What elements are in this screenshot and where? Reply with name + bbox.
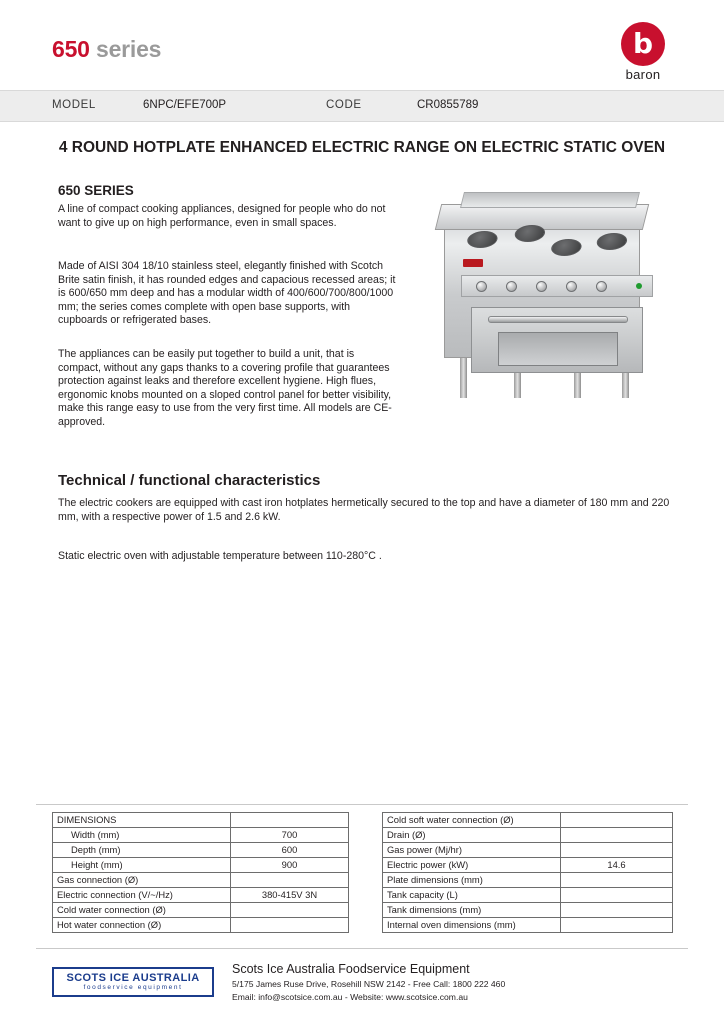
spec-value <box>561 828 673 843</box>
table-row <box>53 888 349 903</box>
specifications-table-left <box>52 812 349 933</box>
spec-value <box>561 843 673 858</box>
spec-value <box>561 903 673 918</box>
spec-label: Drain (Ø) <box>383 828 561 843</box>
spec-value <box>561 873 673 888</box>
model-code-bar <box>0 90 724 122</box>
spec-value: 14.6 <box>561 858 673 873</box>
spec-value: 900 <box>231 858 349 873</box>
table-row <box>383 858 673 873</box>
spec-label: Width (mm) <box>53 828 231 843</box>
product-oven-handle <box>488 316 628 323</box>
baron-logo-wordmark: baron <box>625 67 661 82</box>
scots-ice-logo-line2: foodservice equipment <box>83 984 183 991</box>
table-row <box>383 828 673 843</box>
table-row <box>383 873 673 888</box>
spec-value <box>231 918 349 933</box>
page-title-word: series <box>89 36 162 62</box>
table-row <box>383 903 673 918</box>
baron-logo <box>606 22 680 80</box>
series-heading: 650 SERIES <box>58 183 134 198</box>
product-control-panel <box>461 275 653 297</box>
product-oven-window <box>498 332 618 366</box>
table-row <box>53 858 349 873</box>
spec-label: Height (mm) <box>53 858 231 873</box>
control-knob-icon <box>566 281 577 292</box>
spec-value <box>561 888 673 903</box>
divider-above-footer <box>36 948 688 949</box>
model-label: MODEL <box>52 99 96 111</box>
code-label: CODE <box>326 99 362 111</box>
spec-value: 700 <box>231 828 349 843</box>
page-header <box>0 0 724 88</box>
product-title: 4 ROUND HOTPLATE ENHANCED ELECTRIC RANGE ON ELECTRIC STATIC OVEN <box>58 139 666 156</box>
product-leg <box>460 354 467 398</box>
table-row <box>53 918 349 933</box>
spec-value <box>231 903 349 918</box>
model-value: 6NPC/EFE700P <box>143 99 227 111</box>
spec-label: Plate dimensions (mm) <box>383 873 561 888</box>
product-splashback <box>460 192 640 208</box>
technical-paragraph-1: The electric cookers are equipped with cast iron hotplates hermetically secured to the top and have a diameter of 180 mm and 220 mm, with a respective power of 1.5 and 2.6 kW. <box>58 497 670 523</box>
spec-value <box>231 873 349 888</box>
page-title <box>52 36 161 63</box>
baron-logo-mark <box>621 22 665 66</box>
scots-ice-logo-line1: SCOTS ICE AUSTRALIA <box>66 972 200 984</box>
spec-label: Depth (mm) <box>53 843 231 858</box>
table-row <box>53 828 349 843</box>
table-row <box>53 873 349 888</box>
footer-contact: Email: info@scotsice.com.au - Website: www.scotsice.com.au <box>232 992 468 1002</box>
spec-label: Cold water connection (Ø) <box>53 903 231 918</box>
product-oven-door <box>471 307 643 373</box>
spec-value: 380-415V 3N <box>231 888 349 903</box>
footer-company-name: Scots Ice Australia Foodservice Equipment <box>232 962 470 976</box>
baron-logo-letter: b <box>632 27 654 60</box>
specifications-table-right <box>382 812 673 933</box>
spec-value <box>561 918 673 933</box>
table-row <box>53 843 349 858</box>
technical-paragraph-2: Static electric oven with adjustable temperature between 110-280°C . <box>58 550 382 562</box>
spec-label: Gas connection (Ø) <box>53 873 231 888</box>
control-knob-icon <box>476 281 487 292</box>
table-row <box>383 888 673 903</box>
table-row <box>383 843 673 858</box>
scots-ice-logo <box>52 967 214 997</box>
spec-label: Electric connection (V/~/Hz) <box>53 888 231 903</box>
spec-label: Tank capacity (L) <box>383 888 561 903</box>
table-row <box>383 813 673 828</box>
technical-heading: Technical / functional characteristics <box>58 472 321 489</box>
spec-value <box>231 813 349 828</box>
spec-section-header: DIMENSIONS <box>53 813 231 828</box>
spec-label: Hot water connection (Ø) <box>53 918 231 933</box>
control-knob-icon <box>596 281 607 292</box>
description-paragraph-3: The appliances can be easily put together to build a unit, that is compact, without any gaps thanks to a covering profile that guarantees protection against leaks and therefore excellent hygiene. High flues, ergonomic knobs mounted on a sloped control panel for better visibility, make this range easy to use from the very first time. All models are CE-approved. <box>58 348 392 428</box>
code-value: CR0855789 <box>417 99 479 111</box>
footer-address: 5/175 James Ruse Drive, Rosehill NSW 2142 - Free Call: 1800 222 460 <box>232 979 506 989</box>
spec-label: Tank dimensions (mm) <box>383 903 561 918</box>
control-knob-icon <box>536 281 547 292</box>
table-row <box>383 918 673 933</box>
spec-label: Internal oven dimensions (mm) <box>383 918 561 933</box>
spec-value <box>561 813 673 828</box>
description-paragraph-2: Made of AISI 304 18/10 stainless steel, elegantly finished with Scotch Brite satin finish, it has rounded edges and capacious recessed areas; it is 600/650 mm deep and has a modular width of 400/600/700/800/1000 mm; the series comes complete with open base supports, with cupboards or refrigerated bases. <box>58 260 396 327</box>
page-title-number: 650 <box>52 36 90 62</box>
spec-label: Gas power (Mj/hr) <box>383 843 561 858</box>
table-row <box>53 903 349 918</box>
spec-value: 600 <box>231 843 349 858</box>
product-image <box>430 190 660 405</box>
product-brand-badge <box>463 259 483 267</box>
indicator-light-icon <box>636 283 642 289</box>
control-knob-icon <box>506 281 517 292</box>
divider-above-specs <box>36 804 688 805</box>
description-paragraph-1: A line of compact cooking appliances, designed for people who do not want to give up on high performance, even in small spaces. <box>58 203 386 229</box>
table-row <box>53 813 349 828</box>
spec-label: Cold soft water connection (Ø) <box>383 813 561 828</box>
spec-label: Electric power (kW) <box>383 858 561 873</box>
